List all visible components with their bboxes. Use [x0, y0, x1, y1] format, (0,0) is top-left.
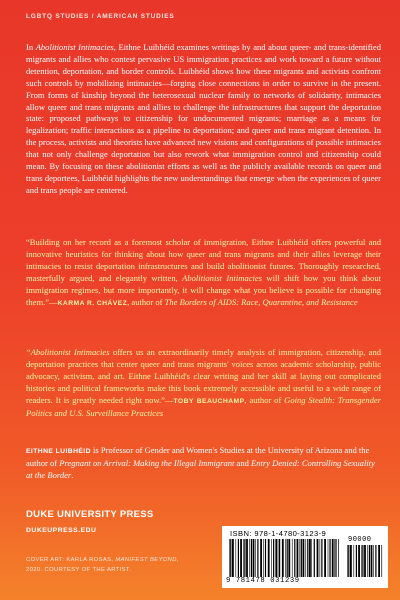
- blurb-text: “Building on her record as a foremost scholar of immigration, Eithne Luibhéid offers powerful and innovative heuristics for thinking about how queer and trans migrants and their allies leverage their intimacies to resist deportation infrastructures and build abolitionist futures. Thoroughly researched, masterfully argued, and elegantly written,: [26, 237, 381, 283]
- barcode-bar: [317, 539, 319, 577]
- barcode-bar: [375, 545, 376, 577]
- barcode-bar: [232, 539, 234, 577]
- barcode-bar: [361, 545, 362, 577]
- blurb-text: offers us an extraordinarily timely analysis of immigration, citizenship, and deportation practices that center queer and trans migrants' voices across academic scholarship, public advocacy, activism, and art. Eithne Luibhéid's clear writing and her skill at laying out complicated histories and political frameworks make this book extremely accessible and useful to a wide range of readers. It is greatly needed right now.”—: [26, 347, 381, 405]
- blurb-author-book: Going Stealth: Transgender Politics and U.S. Surveillance Practices: [26, 394, 381, 418]
- barcode-bar: [371, 545, 373, 577]
- barcode-bar: [236, 539, 237, 577]
- barcode-bar: [335, 539, 336, 577]
- barcode-bar: [229, 539, 230, 577]
- bio-text: is Professor of Gender and Women's Studies at the University of Arizona and the author of: [26, 445, 370, 468]
- barcode-bar: [364, 545, 366, 577]
- barcode-bar: [273, 539, 274, 577]
- barcode-bar: [246, 539, 248, 577]
- barcode-bar: [240, 539, 242, 577]
- barcode-bar: [307, 539, 308, 577]
- credit-art-title: MANIFEST BEYOND,: [115, 557, 179, 563]
- barcode-bar: [354, 545, 355, 577]
- barcode-bar: [356, 545, 357, 577]
- blurb-beauchamp: [26, 347, 381, 419]
- barcode-bar: [314, 539, 315, 577]
- barcode-bar: [300, 539, 301, 577]
- bio-text: .: [71, 469, 74, 480]
- blurb-book-title: “Abolitionist Intimacies: [26, 347, 110, 357]
- bio-book-title: Pregnant on Arrival: Making the Illegal Immigrant: [59, 457, 235, 468]
- barcode-bar: [288, 539, 290, 577]
- barcode-bar: [268, 539, 270, 577]
- barcode-digits: 9 781478 031239: [226, 577, 300, 585]
- barcode-bar: [243, 539, 244, 577]
- barcode-bar: [329, 539, 330, 577]
- barcode-bar: [309, 539, 311, 577]
- barcode-addon-digits: 90000: [348, 536, 372, 544]
- isbn-barcode: [222, 526, 388, 588]
- barcode-bar: [260, 539, 262, 577]
- barcode-bar: [321, 539, 322, 577]
- barcode-bar: [265, 539, 266, 577]
- blurb-book-title: Abolitionist Intimacies: [182, 272, 263, 283]
- blurb-chavez: [26, 237, 381, 309]
- barcode-bar: [311, 539, 312, 577]
- barcode-bar: [320, 539, 321, 577]
- publisher-name: DUKE UNIVERSITY PRESS: [26, 509, 154, 520]
- author-bio: [26, 445, 381, 482]
- barcode-bar: [275, 539, 277, 577]
- barcode-bar: [373, 545, 374, 577]
- barcode-bar: [328, 539, 329, 577]
- blurb-author: TOBY BEAUCHAMP: [173, 397, 245, 405]
- blurb-text: will shift how you think about immigration regimes, but more importantly, it will change what you believe is possible for changing them.”—: [26, 272, 381, 307]
- credit-text: COVER ART: KARLA ROSAS,: [26, 557, 116, 563]
- bio-text: and: [234, 457, 252, 468]
- description-book-title: Abolitionist Intimacies: [35, 42, 114, 52]
- blurb-author: KARMA R. CHÁVEZ: [57, 299, 128, 307]
- barcode-bar: [358, 545, 360, 577]
- barcode-bar: [303, 539, 305, 577]
- barcode-bar: [334, 539, 335, 577]
- barcode-bar: [292, 539, 293, 577]
- barcode-bar: [332, 539, 334, 577]
- barcode-bar: [378, 545, 380, 577]
- barcode-bar: [253, 539, 255, 577]
- barcode-bar: [324, 539, 326, 577]
- barcode-bar: [369, 545, 370, 577]
- barcode-bar: [338, 539, 339, 577]
- barcode-bar: [282, 539, 284, 577]
- barcode-bar: [294, 539, 295, 577]
- barcode-bar: [348, 545, 349, 577]
- barcode-bar: [287, 539, 288, 577]
- publisher-url: DUKEUPRESS.EDU: [26, 527, 97, 534]
- isbn-label: ISBN: 978-1-4780-3123-9: [230, 529, 327, 538]
- barcode-bar: [367, 545, 368, 577]
- barcode-bar: [255, 539, 256, 577]
- barcode-bar: [279, 539, 280, 577]
- barcode-bar: [381, 545, 382, 577]
- description-body: , Eithne Luibhéid examines writings by and about queer- and trans-identified migrants and allies who contest pervasive US immigration practices and work toward a future without detention, deportation, and border controls. Luibhéid shows how these migrants and activists confront such controls by mobilizing intimacies—forging close connections in order to survive in the present. From forms of kinship beyond the heterosexual nuclear family to networks of solidarity, intimacies allow queer and trans migrants and allies to challenge the infrastructures that support the deportation state: proposed pathways to citizenship for undocumented migrants; marriage as a means for legalization; traffic interactions as a pipeline to deportation; and queer and trans migrant detention. In the process, activists and theorists have advanced new visions and configurations of possible intimacies that not only challenge deportation but also rework what immigration control and citizenship could mean. By focusing on these abolitionist efforts as well as the publicly available records on queer and trans deportees, Luibhéid highlights the new understandings that emerge when the experiences of queer and trans people are centered.: [26, 42, 382, 195]
- barcode-bar: [278, 539, 279, 577]
- barcode-bar: [362, 545, 363, 577]
- credit-text: 2020. COURTESY OF THE ARTIST.: [26, 566, 132, 573]
- barcode-bar: [271, 539, 272, 577]
- barcode-bar: [257, 539, 258, 577]
- description-intro: In: [26, 42, 36, 52]
- barcode-bar: [251, 539, 252, 577]
- barcode-bar: [347, 545, 348, 577]
- barcode-bar: [305, 539, 306, 577]
- cover-art-credit: [26, 556, 206, 575]
- barcode-bar: [297, 539, 299, 577]
- barcode-bar: [238, 539, 239, 577]
- blurb-author-of: , author of: [244, 394, 285, 405]
- barcode-bar: [230, 539, 231, 577]
- bio-author-name: EITHNE LUIBHÉID: [26, 448, 91, 455]
- barcode-bar: [285, 539, 286, 577]
- blurb-author-of: , author of: [127, 296, 165, 307]
- barcode-bar: [350, 545, 352, 577]
- barcode-bar: [249, 539, 250, 577]
- barcode-bars: [228, 539, 340, 577]
- bio-book-title: Entry Denied: Controlling Sexuality at the Border: [26, 457, 375, 480]
- category-label: LGBTQ STUDIES / AMERICAN STUDIES: [26, 13, 175, 20]
- book-description: [26, 42, 381, 197]
- barcode-bar: [263, 539, 264, 577]
- barcode-bar: [301, 539, 302, 577]
- addon-barcode-bars: [346, 545, 384, 577]
- blurb-author-book: The Borders of AIDS: Race, Quarantine, and Resistance: [164, 296, 358, 307]
- barcode-bar: [244, 539, 245, 577]
